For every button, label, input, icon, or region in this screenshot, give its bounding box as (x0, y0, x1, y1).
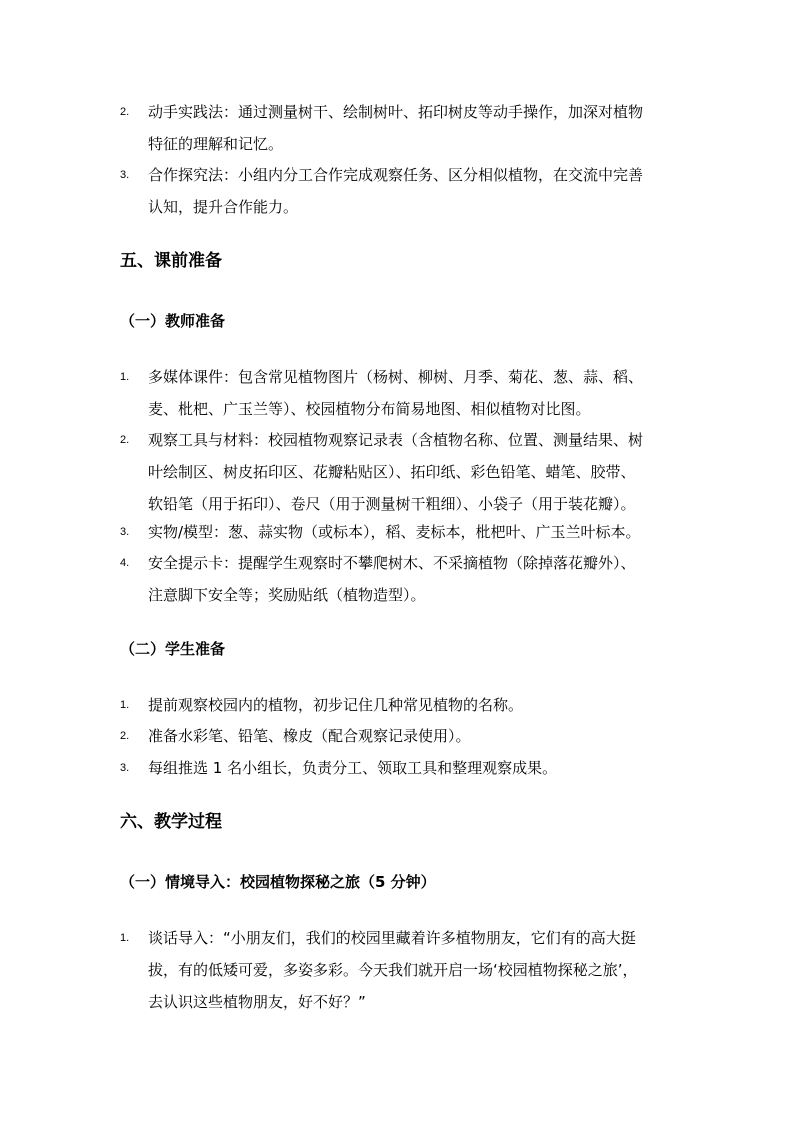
list-text: 实物/模型：葱、蒜实物（或标本），稻、麦标本，枇杷叶、广玉兰叶标本。 (148, 523, 641, 541)
list-text: 谈话导入：“小朋友们，我们的校园里藏着许多植物朋友，它们有的高大挺 拔，有的低矮可爱，多姿多彩。今天我们就开启一场‘校园植物探秘之旅’， 去认识这些植物朋友，好不好？” (148, 929, 638, 1011)
list-text: 观察工具与材料：校园植物观察记录表（含植物名称、位置、测量结果、树 叶绘制区、树皮拓印区、花瓣粘贴区）、拓印纸、彩色铅笔、蜡笔、胶带、 软铅笔（用于拓印）、卷尺（用于测量树干粗细）、小袋子（用于装花瓣）。 (148, 431, 644, 513)
list-number: 3. (120, 526, 130, 538)
list-number: 3. (120, 169, 130, 181)
list-number: 1. (120, 371, 130, 383)
list-text: 多媒体课件：包含常见植物图片（杨树、柳树、月季、菊花、葱、蒜、稻、 麦、枇杷、广玉兰等）、校园植物分布简易地图、相似植物对比图。 (148, 368, 644, 418)
list-number: 1. (120, 699, 130, 711)
list-item (120, 752, 690, 784)
list-item (120, 424, 690, 520)
section-heading-process: 六、教学过程 (120, 812, 222, 832)
subheading-student-prep: （二）学生准备 (120, 640, 226, 658)
list-item (120, 361, 690, 425)
list-item (120, 689, 690, 721)
list-number: 3. (120, 762, 130, 774)
subheading-teacher-prep: （一）教师准备 (120, 312, 226, 330)
list-number: 2. (120, 106, 130, 118)
list-item (120, 516, 690, 548)
list-number: 4. (120, 557, 130, 569)
list-number: 2. (120, 730, 130, 742)
list-text: 安全提示卡：提醒学生观察时不攀爬树木、不采摘植物（除掉落花瓣外）、 注意脚下安全等；奖励贴纸（植物造型）。 (148, 554, 636, 604)
list-text: 每组推选 1 名小组长，负责分工、领取工具和整理观察成果。 (148, 759, 558, 777)
list-text: 准备水彩笔、铅笔、橡皮（配合观察记录使用）。 (148, 727, 471, 745)
list-item (120, 96, 690, 160)
list-item (120, 922, 690, 1018)
list-item (120, 547, 690, 611)
subheading-intro: （一）情境导入：校园植物探秘之旅（5 分钟） (120, 873, 436, 891)
list-item (120, 720, 690, 752)
list-text: 动手实践法：通过测量树干、绘制树叶、拓印树皮等动手操作，加深对植物 特征的理解和记忆。 (148, 103, 644, 153)
list-number: 1. (120, 932, 130, 944)
list-item (120, 159, 690, 223)
list-text: 提前观察校园内的植物，初步记住几种常见植物的名称。 (148, 696, 524, 714)
list-text: 合作探究法：小组内分工合作完成观察任务、区分相似植物，在交流中完善 认知，提升合作能力。 (148, 166, 644, 216)
list-number: 2. (120, 434, 130, 446)
section-heading-prep: 五、课前准备 (120, 251, 222, 271)
